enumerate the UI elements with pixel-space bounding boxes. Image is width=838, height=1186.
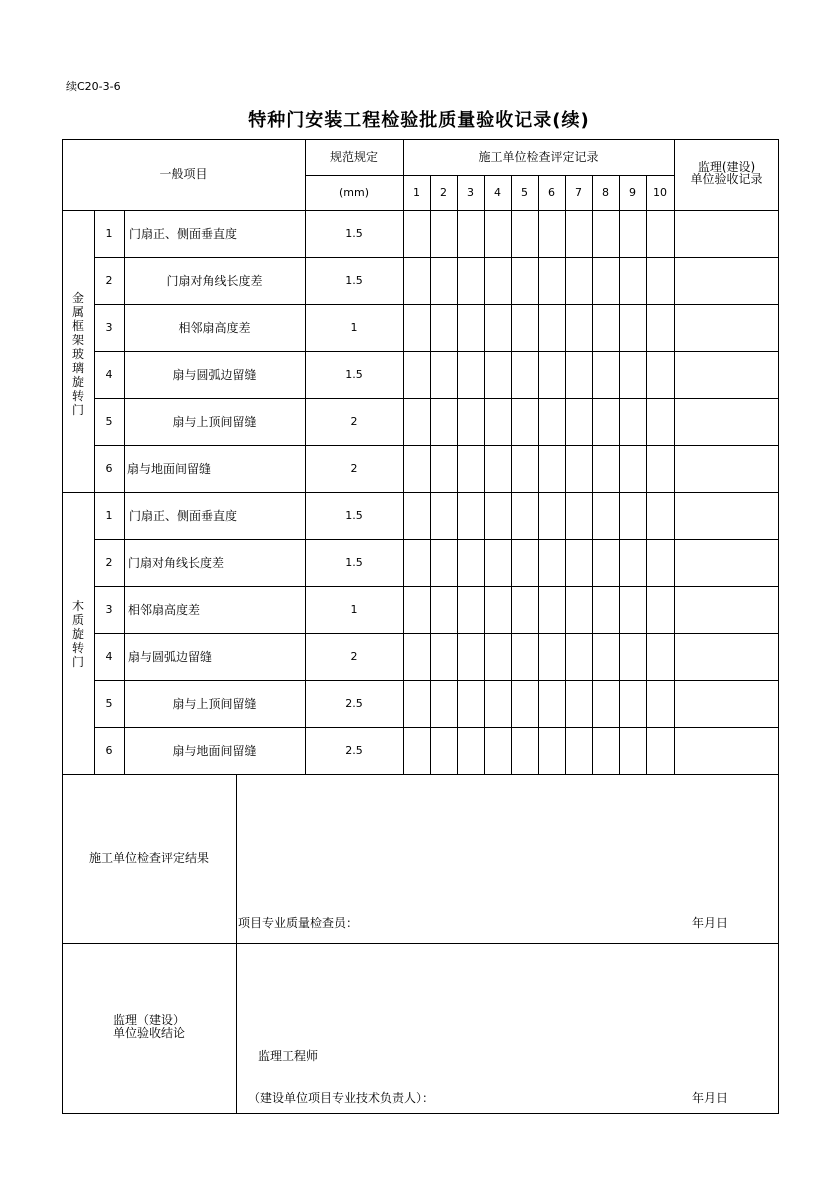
check-column-header: 8 bbox=[602, 186, 609, 199]
group-label-metal-glass-revolving-door: 金属框架玻璃旋转门 bbox=[71, 291, 84, 417]
row-item: 门扇正、侧面垂直度 bbox=[129, 509, 238, 523]
row-item: 相邻扇高度差 bbox=[128, 603, 201, 617]
row-item: 扇与地面间留缝 bbox=[172, 744, 257, 758]
check-column-header: 10 bbox=[653, 186, 667, 199]
check-column-header: 6 bbox=[548, 186, 555, 199]
row-item: 扇与上顶间留缝 bbox=[172, 415, 257, 429]
check-column-header: 9 bbox=[629, 186, 636, 199]
row-item: 扇与圆弧边留缝 bbox=[172, 368, 257, 382]
check-column-header: 2 bbox=[440, 186, 447, 199]
conclusion-date-label: 年月日 bbox=[692, 1091, 729, 1105]
supervision-record-header-line1: 监理(建设) bbox=[697, 160, 756, 174]
row-spec-value: 1.5 bbox=[345, 227, 363, 240]
row-item: 门扇对角线长度差 bbox=[128, 556, 225, 570]
row-number: 5 bbox=[105, 697, 113, 710]
row-spec-value: 2 bbox=[350, 650, 358, 663]
row-number: 3 bbox=[105, 603, 113, 616]
row-spec-value: 1.5 bbox=[345, 509, 363, 522]
inspection-table bbox=[62, 139, 779, 1114]
supervision-conclusion-label-line2: 单位验收结论 bbox=[112, 1026, 185, 1040]
row-spec-value: 2.5 bbox=[345, 744, 363, 757]
row-item: 门扇正、侧面垂直度 bbox=[129, 227, 238, 241]
row-number: 5 bbox=[105, 415, 113, 428]
supervision-conclusion-label-line1: 监理（建设） bbox=[112, 1013, 185, 1027]
check-column-header: 4 bbox=[494, 186, 501, 199]
row-number: 2 bbox=[105, 274, 113, 287]
page-title: 特种门安装工程检验批质量验收记录(续) bbox=[248, 110, 590, 131]
general-items-header: 一般项目 bbox=[159, 167, 208, 181]
row-item: 相邻扇高度差 bbox=[178, 321, 251, 335]
row-spec-value: 1 bbox=[350, 321, 358, 334]
supervision-record-header-line2: 单位验收记录 bbox=[690, 172, 763, 186]
row-item: 扇与地面间留缝 bbox=[127, 462, 212, 476]
row-spec-value: 2 bbox=[350, 415, 358, 428]
group-label-wood-revolving-door: 木质旋转门 bbox=[71, 599, 84, 669]
supervision-engineer-label: 监理工程师 bbox=[258, 1049, 319, 1063]
unit-header: (mm) bbox=[338, 186, 369, 199]
row-spec-value: 1 bbox=[350, 603, 358, 616]
row-number: 6 bbox=[105, 462, 113, 475]
row-number: 1 bbox=[105, 227, 113, 240]
spec-header: 规范规定 bbox=[329, 150, 378, 164]
row-number: 6 bbox=[105, 744, 113, 757]
row-spec-value: 1.5 bbox=[345, 556, 363, 569]
construction-record-header: 施工单位检查评定记录 bbox=[478, 150, 599, 164]
row-spec-value: 2 bbox=[350, 462, 358, 475]
form-code: 续C20-3-6 bbox=[66, 80, 121, 93]
row-number: 3 bbox=[105, 321, 113, 334]
row-number: 1 bbox=[105, 509, 113, 522]
row-number: 4 bbox=[105, 650, 113, 663]
row-item: 门扇对角线长度差 bbox=[166, 274, 263, 288]
construction-result-label: 施工单位检查评定结果 bbox=[88, 851, 209, 865]
row-item: 扇与圆弧边留缝 bbox=[128, 650, 213, 664]
row-number: 4 bbox=[105, 368, 113, 381]
check-column-header: 1 bbox=[413, 186, 420, 199]
check-column-header: 7 bbox=[575, 186, 582, 199]
row-number: 2 bbox=[105, 556, 113, 569]
result-date-label: 年月日 bbox=[692, 916, 729, 930]
construction-tech-responsible-label: （建设单位项目专业技术负责人）： bbox=[248, 1091, 435, 1105]
row-item: 扇与上顶间留缝 bbox=[172, 697, 257, 711]
check-column-header: 3 bbox=[467, 186, 474, 199]
row-spec-value: 1.5 bbox=[345, 274, 363, 287]
check-column-header: 5 bbox=[521, 186, 528, 199]
quality-inspector-label: 项目专业质量检查员： bbox=[238, 916, 359, 930]
row-spec-value: 2.5 bbox=[345, 697, 363, 710]
row-spec-value: 1.5 bbox=[345, 368, 363, 381]
